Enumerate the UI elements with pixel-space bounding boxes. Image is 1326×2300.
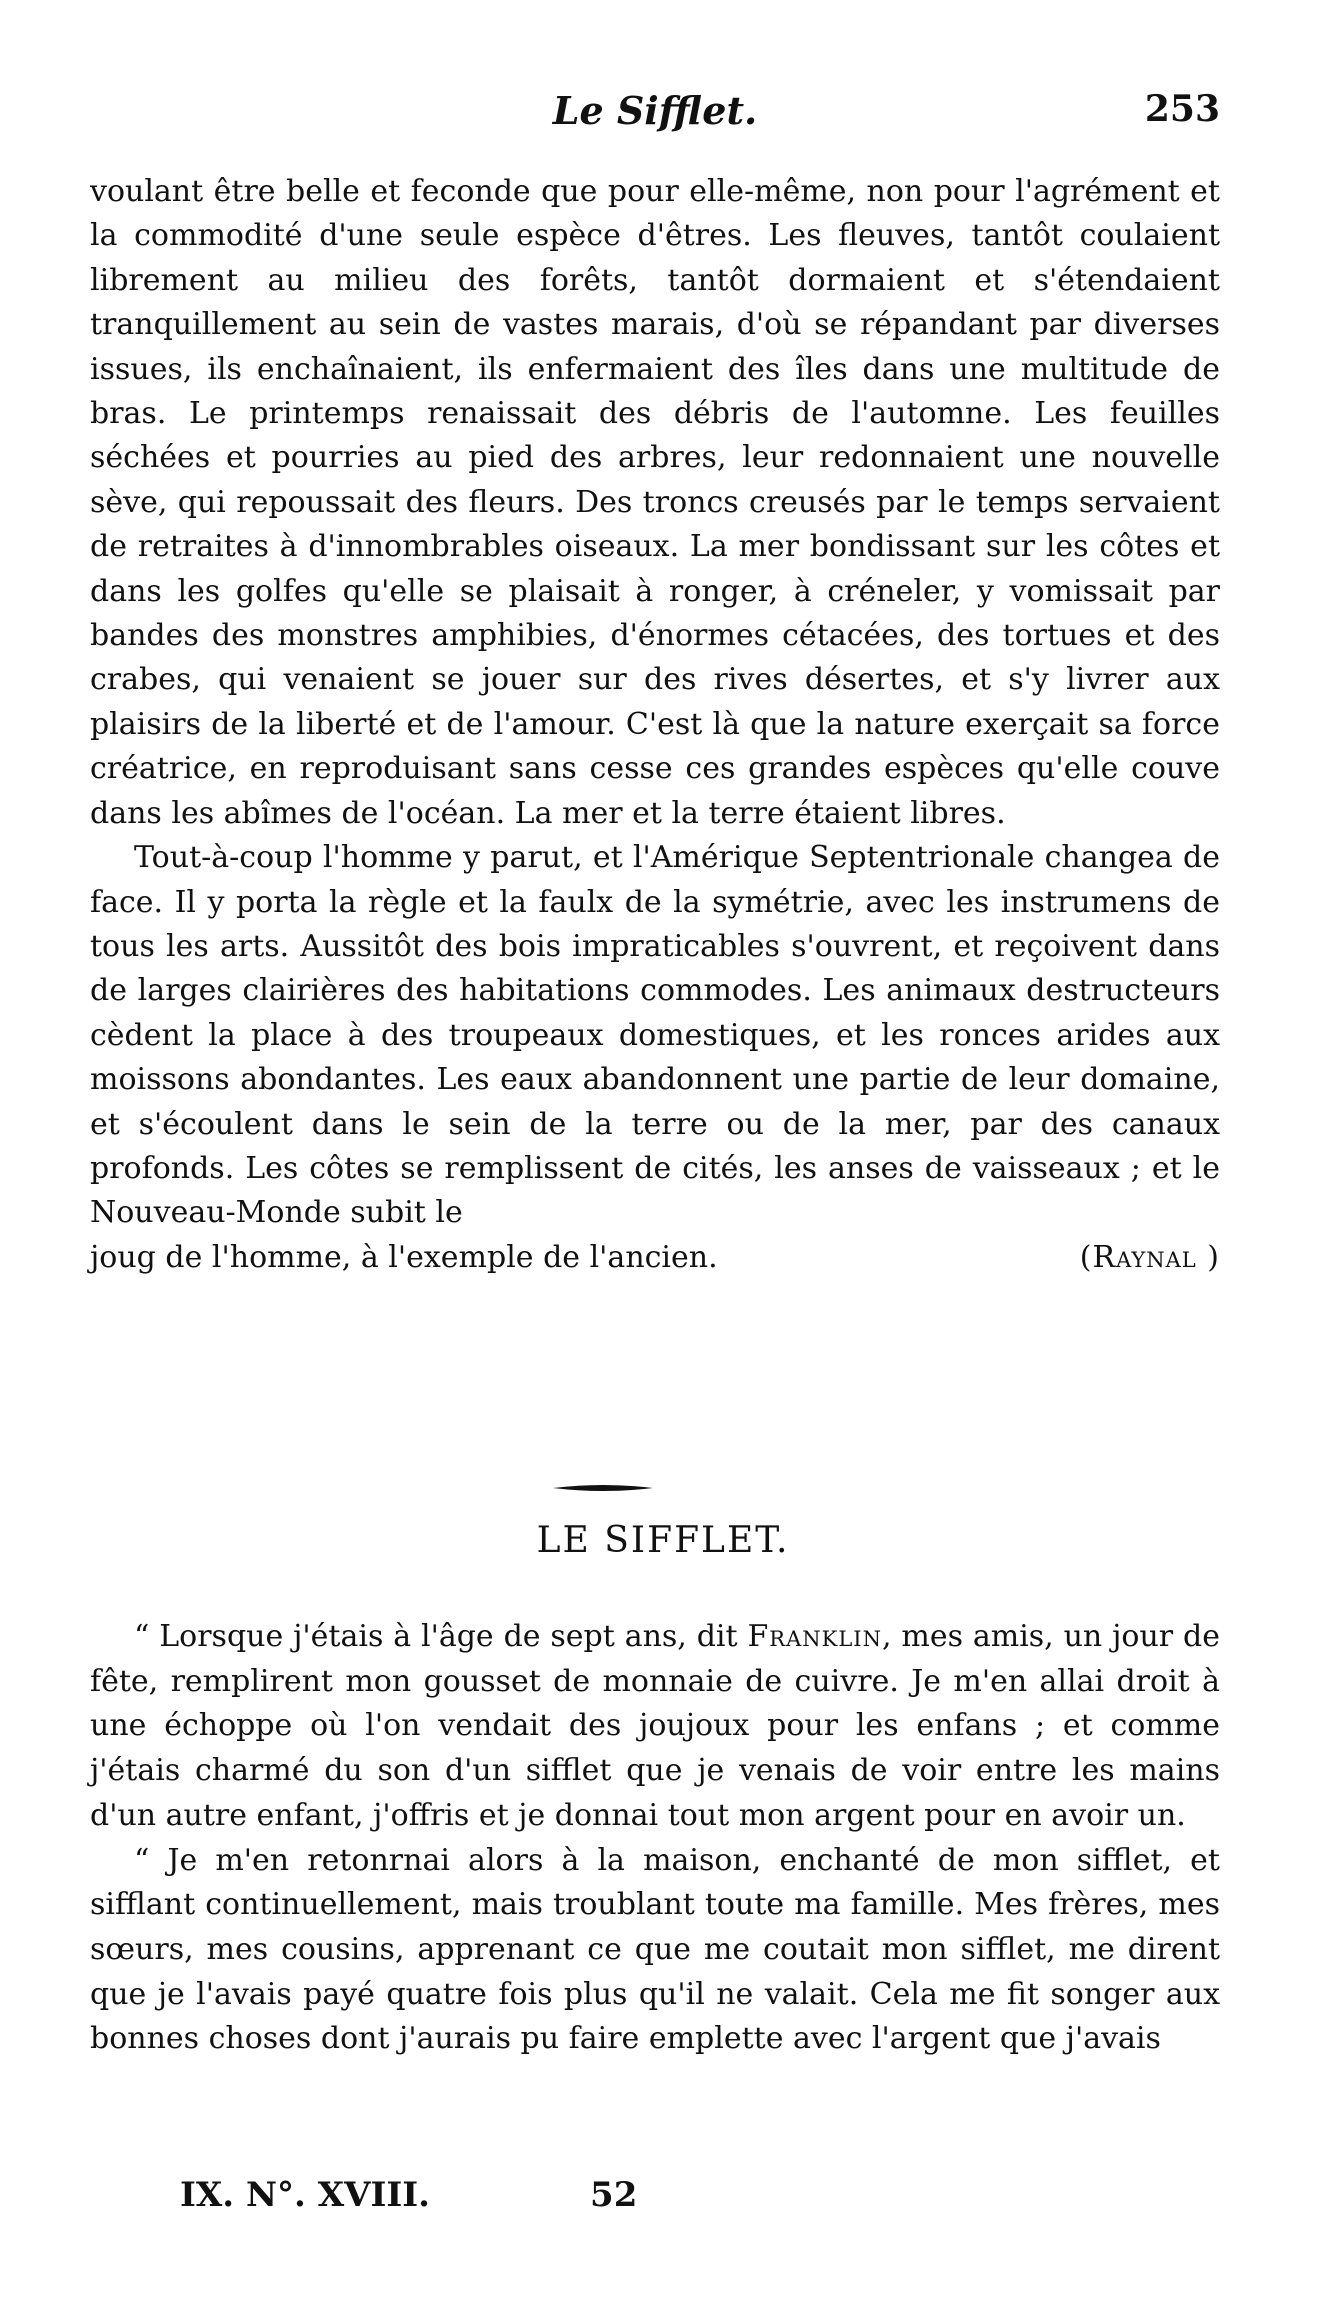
signature-mark: IX. N°. XVIII. — [180, 2175, 431, 2215]
paragraph-3-rest: , mes amis, un jour de fête, remplirent mon gousset de monnaie de cuivre. Je m'en allai droit à une échoppe où l'on vendait des joujoux pour les enfans ; et comme j'étais charmé du son d'un sifflet que je venais de voir entre les mains d'un autre enfant, j'offris et je donnai tout mon argent pour en avoir un. — [90, 1619, 1220, 1833]
paragraph-3-opening: “ Lorsque j'étais à l'âge de sept ans, dit — [134, 1619, 748, 1654]
section-title: LE SIFFLET. — [536, 1520, 790, 1561]
passage-raynal — [90, 170, 1220, 1280]
section-divider-ornament — [553, 1482, 653, 1494]
passage-franklin — [90, 1615, 1220, 2062]
paragraph-4: “ Je m'en retonrnai alors à la maison, enchanté de mon sifflet, et sifflant continuellement, mais troublant toute ma famille. Mes frères, mes sœurs, mes cousins, apprenant ce que me coutait mon sifflet, me dirent que je l'avais payé quatre fois plus qu'il ne valait. Cela me fit songer aux bonnes choses dont j'aurais pu faire emplette avec l'argent que j'avais — [90, 1842, 1220, 2057]
attribution: (Raynal ) — [1079, 1239, 1220, 1275]
paragraph-2: Tout-à-coup l'homme y parut, et l'Amérique Septentrionale changea de face. Il y porta la règle et la faulx de la symétrie, avec les instrumens de tous les arts. Aussitôt des bois impraticables s'ouvrent, et reçoivent dans de larges clairières des habitations commodes. Les animaux destructeurs cèdent la place à des troupeaux domestiques, et les ronces arides aux moissons abondantes. Les eaux abandonnent une partie de leur domaine, et s'écoulent dans le sein de la terre ou de la mer, par des canaux profonds. Les côtes se remplissent de cités, les anses de vaisseaux ; et le Nouveau-Monde subit le — [90, 840, 1220, 1231]
running-head — [90, 88, 1220, 138]
signature-number: 52 — [590, 2175, 638, 2215]
running-title: Le Sifflet. — [552, 88, 758, 133]
paragraph-2-last-line — [90, 1236, 1220, 1280]
author-name: Franklin — [747, 1619, 882, 1654]
paragraph-1: voulant être belle et feconde que pour elle-même, non pour l'agrément et la commodité d'une seule espèce d'êtres. Les fleuves, tantôt coulaient librement au milieu des forêts, tantôt dormaient et s'étendaient tranquillement au sein de vastes marais, d'où se répandant par diverses issues, ils enchaînaient, ils enfermaient des îles dans une multitude de bras. Le printemps renaissait des débris de l'automne. Les feuilles séchées et pourries au pied des arbres, leur redonnaient une nouvelle sève, qui repoussait des fleurs. Des troncs creusés par le temps servaient de retraites à d'innombrables oiseaux. La mer bondissant sur les côtes et dans les golfes qu'elle se plaisait à ronger, à créneler, y vomissait par bandes des monstres amphibies, d'énormes cétacées, des tortues et des crabes, qui venaient se jouer sur des rives désertes, et s'y livrer aux plaisirs de la liberté et de l'amour. C'est là que la nature exerçait sa force créatrice, en reproduisant sans cesse ces grandes espèces qu'elle couve dans les abîmes de l'océan. La mer et la terre étaient libres. — [90, 174, 1220, 831]
paragraph-3 — [90, 1615, 1220, 1839]
paragraph-2-end: joug de l'homme, à l'exemple de l'ancien. — [90, 1239, 718, 1275]
footer-signature-line — [180, 2175, 637, 2215]
page-number: 253 — [1144, 88, 1220, 130]
